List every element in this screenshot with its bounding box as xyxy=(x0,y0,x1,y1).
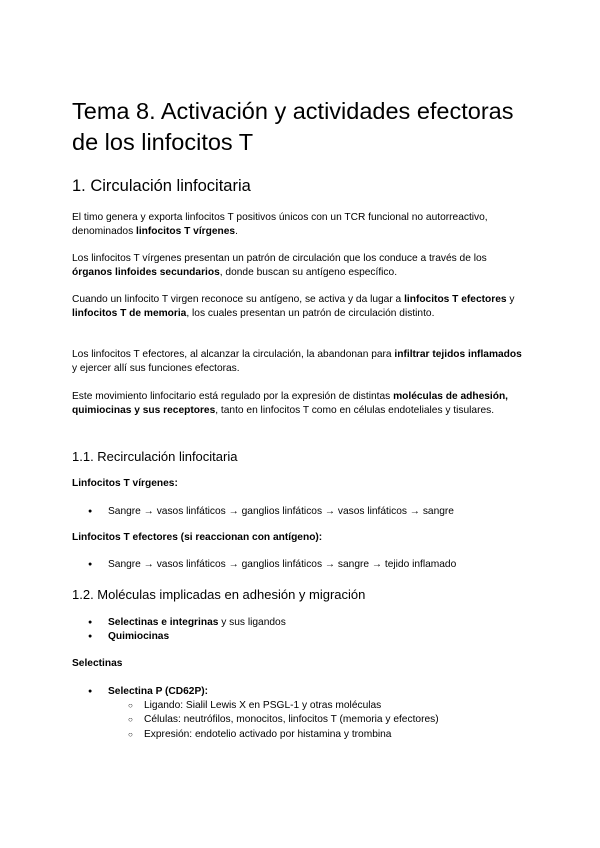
list-item: ● Quimiocinas xyxy=(72,630,528,644)
label-selectinas: Selectinas xyxy=(72,658,123,669)
list-item: ● Selectina P (CD62P): xyxy=(72,685,528,699)
label-virgenes: Linfocitos T vírgenes: xyxy=(72,478,178,489)
label-efectores: Linfocitos T efectores (si reaccionan con antígeno): xyxy=(72,532,323,543)
list-moleculas xyxy=(72,616,528,644)
list-item: ● Sangre → vasos linfáticos → ganglios linfáticos → vasos linfáticos → sangre xyxy=(72,505,528,519)
subsection-heading-recirculacion: 1.1. Recirculación linfocitaria xyxy=(72,449,238,464)
list-selectinas xyxy=(72,685,528,742)
paragraph-efectores: Los linfocitos T efectores, al alcanzar la circulación, la abandonan para infiltrar tejidos inflamados y ejercer allí sus funciones efectoras. xyxy=(72,349,522,375)
paragraph-patron-circulacion: Los linfocitos T vírgenes presentan un patrón de circulación que los conduce a través de los órganos linfoides secundarios, donde buscan su antígeno específico. xyxy=(72,253,487,279)
paragraph-regulacion: Este movimiento linfocitario está regulado por la expresión de distintas moléculas de adhesión, quimiocinas y sus receptores, tanto en linfocitos T como en células endoteliales y tisulares. xyxy=(72,391,509,417)
list-item: ● Selectinas e integrinas y sus ligandos xyxy=(72,616,528,630)
list-ruta-efectores xyxy=(72,558,528,572)
subsection-heading-moleculas: 1.2. Moléculas implicadas en adhesión y migración xyxy=(72,587,366,602)
list-ruta-virgenes xyxy=(72,505,528,519)
sub-list-item: ○ Ligando: Sialil Lewis X en PSGL-1 y otras moléculas xyxy=(72,699,528,713)
paragraph-timo: El timo genera y exporta linfocitos T positivos únicos con un TCR funcional no autorreactivo, denominados linfocitos T vírgenes. xyxy=(72,212,488,238)
sub-list-item: ○ Células: neutrófilos, monocitos, linfocitos T (memoria y efectores) xyxy=(72,713,528,727)
section-heading-circulacion: 1. Circulación linfocitaria xyxy=(72,177,251,195)
list-item: ● Sangre → vasos linfáticos → ganglios linfáticos → sangre → tejido inflamado xyxy=(72,558,528,572)
sub-list-item: ○ Expresión: endotelio activado por histamina y trombina xyxy=(72,728,528,742)
paragraph-activacion: Cuando un linfocito T virgen reconoce su antígeno, se activa y da lugar a linfocitos T efectores y linfocitos T de memoria, los cuales presentan un patrón de circulación distinto. xyxy=(72,294,515,320)
page-title: Tema 8. Activación y actividades efectoras de los linfocitos T xyxy=(72,98,514,155)
